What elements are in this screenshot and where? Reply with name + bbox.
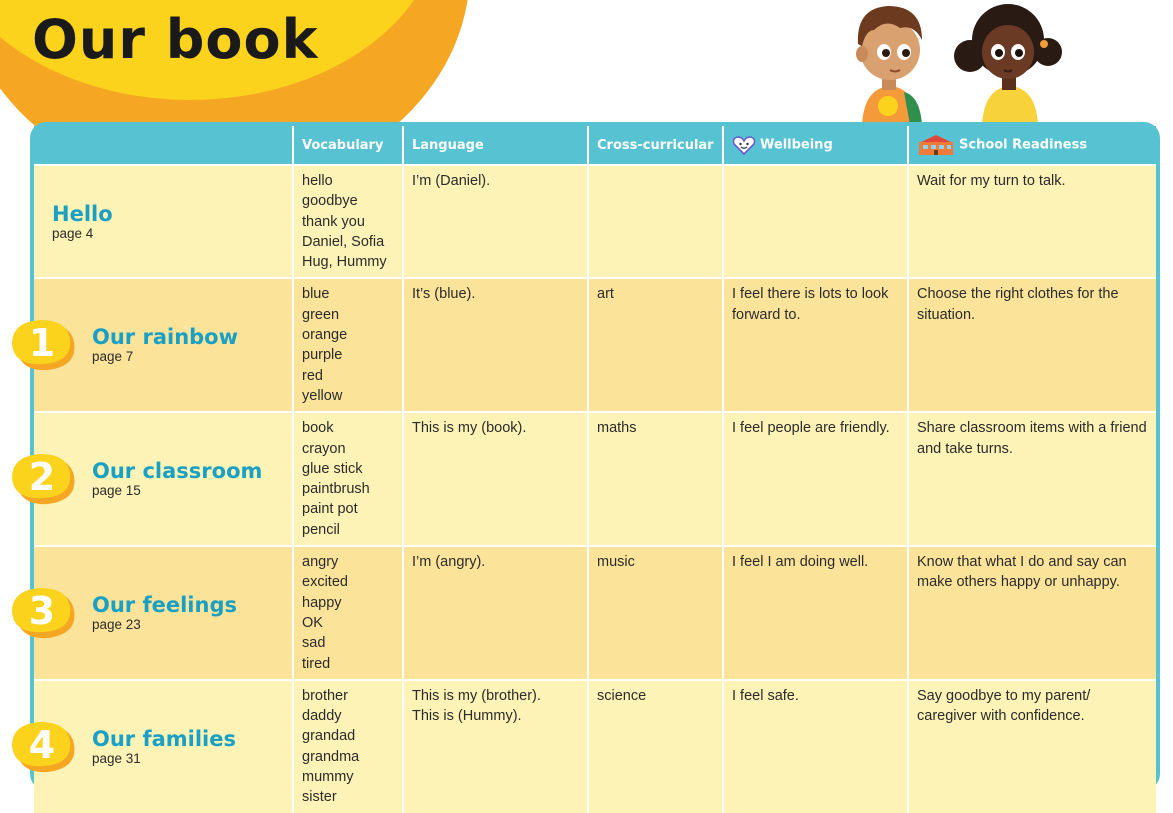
vocabulary-word: purple bbox=[302, 347, 343, 364]
unit-page-number: page 15 bbox=[92, 483, 141, 499]
unit-cell bbox=[28, 278, 293, 412]
wellbeing-cell: I feel people are friendly. bbox=[723, 412, 908, 546]
language-phrase: I’m (angry). bbox=[412, 554, 486, 571]
unit-title: Hello bbox=[52, 201, 113, 226]
school-readiness-cell: Share classroom items with a friend and take turns. bbox=[908, 412, 1156, 546]
vocabulary-word: angry bbox=[302, 554, 339, 571]
unit-page-number: page 23 bbox=[92, 616, 141, 632]
language-cell bbox=[403, 680, 588, 813]
vocabulary-word: hello bbox=[302, 173, 333, 189]
header-language: Language bbox=[403, 126, 588, 165]
cross-curricular-cell: music bbox=[588, 546, 723, 680]
vocabulary-word: grandad bbox=[302, 728, 356, 745]
cross-curricular-cell: science bbox=[588, 680, 723, 813]
header-unit bbox=[34, 126, 293, 165]
wellbeing-cell: I feel I am doing well. bbox=[723, 546, 908, 680]
language-cell bbox=[403, 546, 588, 680]
girl-illustration bbox=[950, 0, 1070, 125]
language-cell bbox=[403, 278, 588, 412]
cross-curricular-cell bbox=[588, 165, 723, 278]
table-header-row bbox=[34, 126, 1156, 165]
table-row bbox=[34, 278, 1156, 412]
vocabulary-word: paint pot bbox=[302, 501, 358, 518]
unit-cell bbox=[28, 546, 293, 680]
vocabulary-word: glue stick bbox=[302, 460, 363, 477]
unit-cell bbox=[28, 412, 293, 546]
unit-page-number: page 7 bbox=[92, 349, 134, 365]
unit-number-badge bbox=[8, 316, 80, 374]
unit-number-badge bbox=[8, 584, 80, 642]
unit-cell bbox=[34, 165, 293, 278]
cross-curricular-cell: art bbox=[588, 278, 723, 412]
vocabulary-word: OK bbox=[302, 614, 323, 631]
vocabulary-word: brother bbox=[302, 687, 348, 704]
school-readiness-cell: Know that what I do and say can make others happy or unhappy. bbox=[908, 546, 1156, 680]
unit-number: 2 bbox=[28, 455, 56, 500]
vocabulary-word: yellow bbox=[302, 387, 343, 404]
vocabulary-word: thank you bbox=[302, 213, 365, 230]
vocabulary-word: mummy bbox=[302, 769, 354, 786]
wellbeing-cell bbox=[723, 165, 908, 278]
unit-number-badge bbox=[8, 450, 80, 508]
language-phrase: It’s (blue). bbox=[412, 286, 476, 303]
table-row bbox=[34, 412, 1156, 546]
unit-number-badge bbox=[8, 718, 80, 776]
unit-page-number: page 31 bbox=[92, 750, 141, 766]
unit-number: 3 bbox=[28, 588, 56, 633]
table-row bbox=[34, 546, 1156, 680]
vocabulary-cell bbox=[293, 546, 403, 680]
vocabulary-word: blue bbox=[302, 286, 330, 303]
unit-number: 1 bbox=[28, 321, 56, 366]
school-readiness-cell: Say goodbye to my parent/ caregiver with confidence. bbox=[908, 680, 1156, 813]
page-title: Our book bbox=[32, 8, 319, 71]
header-school-readiness bbox=[908, 126, 1156, 165]
vocabulary-cell bbox=[293, 412, 403, 546]
table-row bbox=[34, 165, 1156, 278]
vocabulary-word: orange bbox=[302, 327, 348, 344]
vocabulary-word: Hug, Hummy bbox=[302, 254, 387, 271]
header-wellbeing bbox=[723, 126, 908, 165]
unit-title: Our families bbox=[92, 726, 236, 751]
vocabulary-word: tired bbox=[302, 655, 331, 672]
header-school-readiness-label: School Readiness bbox=[959, 137, 1088, 153]
vocabulary-word: excited bbox=[302, 574, 348, 591]
vocabulary-cell bbox=[293, 680, 403, 813]
vocabulary-word: green bbox=[302, 306, 340, 323]
language-phrase: This is (Hummy). bbox=[412, 708, 522, 725]
vocabulary-word: goodbye bbox=[302, 193, 358, 210]
language-cell bbox=[403, 412, 588, 546]
table-row bbox=[34, 680, 1156, 813]
vocabulary-word: happy bbox=[302, 594, 342, 611]
vocabulary-word: red bbox=[302, 367, 323, 384]
vocabulary-word: Daniel, Sofia bbox=[302, 233, 385, 250]
language-phrase: I’m (Daniel). bbox=[412, 173, 491, 189]
vocabulary-word: pencil bbox=[302, 521, 340, 538]
unit-title: Our classroom bbox=[92, 459, 263, 484]
cross-curricular-cell: maths bbox=[588, 412, 723, 546]
vocabulary-word: grandma bbox=[302, 748, 360, 765]
vocabulary-word: book bbox=[302, 420, 334, 437]
vocabulary-word: daddy bbox=[302, 708, 342, 725]
language-phrase: This is my (brother). bbox=[412, 687, 541, 704]
language-cell bbox=[403, 165, 588, 278]
wellbeing-cell: I feel there is lots to look forward to. bbox=[723, 278, 908, 412]
wellbeing-cell: I feel safe. bbox=[723, 680, 908, 813]
vocabulary-word: paintbrush bbox=[302, 481, 370, 498]
vocabulary-cell bbox=[293, 165, 403, 278]
heart-face-icon bbox=[732, 135, 756, 155]
vocabulary-word: sad bbox=[302, 635, 326, 652]
school-readiness-cell: Choose the right clothes for the situation. bbox=[908, 278, 1156, 412]
unit-number: 4 bbox=[28, 722, 56, 767]
unit-page-number: page 4 bbox=[52, 225, 94, 241]
curriculum-table bbox=[28, 122, 1160, 806]
vocabulary-cell bbox=[293, 278, 403, 412]
school-building-icon bbox=[917, 134, 955, 156]
header-cross-curricular: Cross-curricular bbox=[588, 126, 723, 165]
unit-title: Our feelings bbox=[92, 592, 237, 617]
boy-illustration bbox=[840, 0, 940, 125]
vocabulary-word: crayon bbox=[302, 440, 346, 457]
header-vocabulary: Vocabulary bbox=[293, 126, 403, 165]
header-wellbeing-label: Wellbeing bbox=[760, 137, 833, 153]
unit-cell bbox=[28, 680, 293, 813]
vocabulary-word: sister bbox=[302, 789, 337, 806]
language-phrase: This is my (book). bbox=[412, 420, 527, 437]
unit-title: Our rainbow bbox=[92, 325, 239, 350]
school-readiness-cell: Wait for my turn to talk. bbox=[908, 165, 1156, 278]
